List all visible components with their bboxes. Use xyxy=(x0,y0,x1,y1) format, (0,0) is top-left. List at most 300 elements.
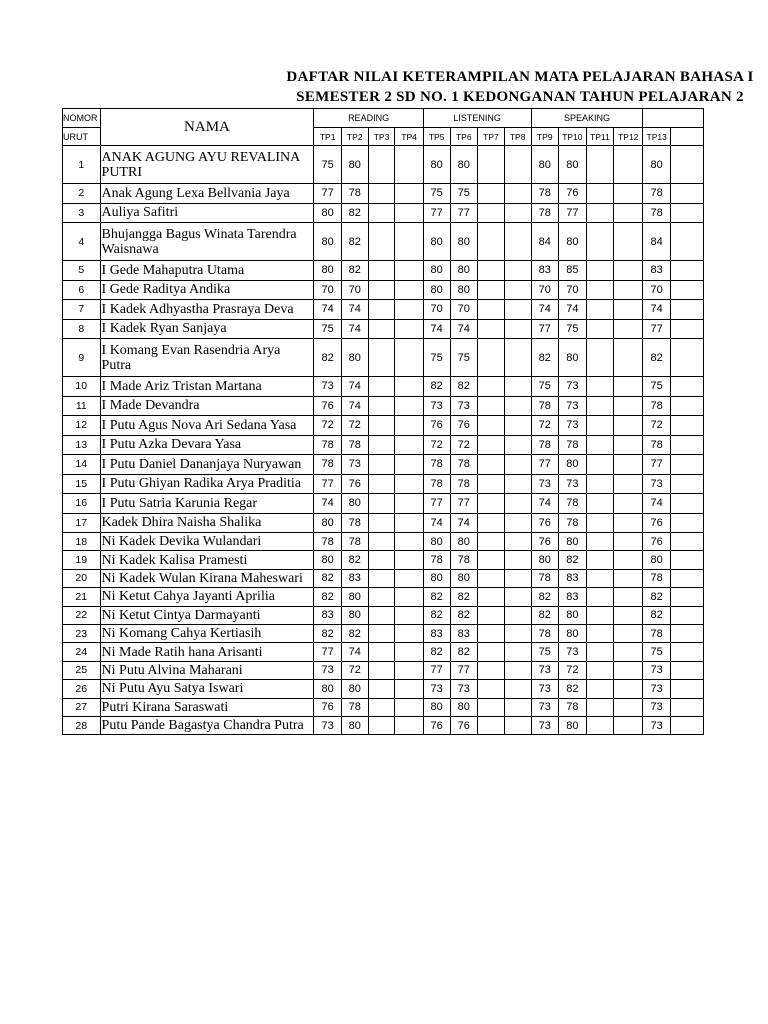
score-tp8 xyxy=(504,416,531,436)
score-tp6: 77 xyxy=(450,494,478,514)
row-number: 10 xyxy=(63,377,101,397)
score-tp11 xyxy=(586,455,613,475)
table-row xyxy=(63,300,704,320)
score-tp7 xyxy=(478,280,505,300)
score-tp14 xyxy=(670,513,703,533)
score-tp1: 82 xyxy=(314,569,342,587)
score-tp5: 70 xyxy=(423,300,450,320)
score-tp8 xyxy=(504,588,531,606)
table-row xyxy=(63,716,704,734)
score-tp2: 82 xyxy=(341,624,368,642)
student-name: Ni Putu Alvina Maharani xyxy=(100,661,314,679)
row-number: 6 xyxy=(63,280,101,300)
header-tp14 xyxy=(670,128,703,146)
score-tp8 xyxy=(504,339,531,377)
table-row xyxy=(63,643,704,661)
score-tp4 xyxy=(395,261,423,281)
score-tp1: 74 xyxy=(314,300,342,320)
header-tp1: TP1 xyxy=(314,128,342,146)
score-tp12 xyxy=(614,396,643,416)
row-number: 26 xyxy=(63,680,101,698)
score-tp14 xyxy=(670,300,703,320)
score-tp7 xyxy=(478,261,505,281)
score-tp2: 78 xyxy=(341,184,368,204)
score-tp13: 72 xyxy=(643,416,671,436)
score-tp12 xyxy=(614,319,643,339)
score-tp3 xyxy=(368,569,395,587)
score-tp3 xyxy=(368,494,395,514)
row-number: 3 xyxy=(63,203,101,223)
score-tp4 xyxy=(395,643,423,661)
score-tp11 xyxy=(586,533,613,551)
score-tp12 xyxy=(614,494,643,514)
score-tp13: 82 xyxy=(643,588,671,606)
score-tp8 xyxy=(504,455,531,475)
score-tp11 xyxy=(586,680,613,698)
score-tp11 xyxy=(586,588,613,606)
row-number: 9 xyxy=(63,339,101,377)
score-tp4 xyxy=(395,146,423,184)
score-tp13: 76 xyxy=(643,533,671,551)
table-row xyxy=(63,569,704,587)
score-tp6: 78 xyxy=(450,455,478,475)
row-number: 11 xyxy=(63,396,101,416)
score-tp9: 70 xyxy=(531,280,559,300)
score-tp10: 74 xyxy=(559,300,587,320)
score-tp10: 72 xyxy=(559,661,587,679)
score-tp11 xyxy=(586,606,613,624)
score-tp4 xyxy=(395,474,423,494)
score-tp10: 73 xyxy=(559,643,587,661)
score-tp12 xyxy=(614,698,643,716)
score-tp5: 78 xyxy=(423,455,450,475)
score-tp12 xyxy=(614,455,643,475)
score-tp3 xyxy=(368,551,395,569)
row-number: 12 xyxy=(63,416,101,436)
score-tp13: 75 xyxy=(643,643,671,661)
table-row xyxy=(63,416,704,436)
header-nomor: NOMOR xyxy=(63,109,101,128)
score-tp2: 80 xyxy=(341,716,368,734)
score-tp9: 77 xyxy=(531,455,559,475)
report-title-line1: DAFTAR NILAI KETERAMPILAN MATA PELAJARAN BAHASA I xyxy=(286,69,754,85)
header-tp3: TP3 xyxy=(368,128,395,146)
score-tp9: 78 xyxy=(531,624,559,642)
score-tp11 xyxy=(586,474,613,494)
student-name: ANAK AGUNG AYU REVALINA PUTRI xyxy=(100,146,314,184)
score-tp1: 80 xyxy=(314,551,342,569)
score-tp8 xyxy=(504,533,531,551)
row-number: 22 xyxy=(63,606,101,624)
table-row xyxy=(63,513,704,533)
score-tp4 xyxy=(395,223,423,261)
score-tp3 xyxy=(368,416,395,436)
student-name: Bhujangga Bagus Winata Tarendra Waisnawa xyxy=(100,223,314,261)
score-tp12 xyxy=(614,435,643,455)
score-tp9: 82 xyxy=(531,606,559,624)
header-reading: READING xyxy=(314,109,423,128)
score-tp2: 82 xyxy=(341,223,368,261)
score-tp8 xyxy=(504,661,531,679)
score-tp6: 80 xyxy=(450,146,478,184)
score-tp10: 73 xyxy=(559,474,587,494)
score-tp7 xyxy=(478,588,505,606)
score-tp1: 73 xyxy=(314,661,342,679)
student-name: I Gede Raditya Andika xyxy=(100,280,314,300)
score-tp8 xyxy=(504,494,531,514)
student-name: Ni Kadek Wulan Kirana Maheswari xyxy=(100,569,314,587)
score-tp9: 82 xyxy=(531,339,559,377)
score-tp10: 80 xyxy=(559,339,587,377)
table-row xyxy=(63,455,704,475)
score-tp12 xyxy=(614,606,643,624)
score-tp14 xyxy=(670,319,703,339)
score-tp4 xyxy=(395,624,423,642)
score-tp1: 74 xyxy=(314,494,342,514)
header-tp2: TP2 xyxy=(341,128,368,146)
score-tp4 xyxy=(395,319,423,339)
score-tp1: 76 xyxy=(314,698,342,716)
header-tp11: TP11 xyxy=(586,128,613,146)
score-tp14 xyxy=(670,146,703,184)
score-tp3 xyxy=(368,435,395,455)
score-tp4 xyxy=(395,280,423,300)
score-tp14 xyxy=(670,494,703,514)
score-tp9: 80 xyxy=(531,551,559,569)
score-tp4 xyxy=(395,300,423,320)
score-tp3 xyxy=(368,455,395,475)
score-tp14 xyxy=(670,396,703,416)
student-name: Ni Kadek Kalisa Pramesti xyxy=(100,551,314,569)
table-row xyxy=(63,680,704,698)
score-tp5: 80 xyxy=(423,533,450,551)
score-tp5: 80 xyxy=(423,261,450,281)
score-tp11 xyxy=(586,661,613,679)
score-tp12 xyxy=(614,588,643,606)
score-tp5: 78 xyxy=(423,551,450,569)
score-tp3 xyxy=(368,716,395,734)
student-name: Anak Agung Lexa Bellvania Jaya xyxy=(100,184,314,204)
score-tp5: 82 xyxy=(423,606,450,624)
score-tp3 xyxy=(368,533,395,551)
score-tp2: 76 xyxy=(341,474,368,494)
row-number: 23 xyxy=(63,624,101,642)
table-row xyxy=(63,494,704,514)
score-tp7 xyxy=(478,435,505,455)
score-tp4 xyxy=(395,203,423,223)
score-tp7 xyxy=(478,643,505,661)
score-tp1: 82 xyxy=(314,339,342,377)
score-tp2: 82 xyxy=(341,261,368,281)
score-tp14 xyxy=(670,261,703,281)
score-tp13: 84 xyxy=(643,223,671,261)
score-tp14 xyxy=(670,435,703,455)
score-tp11 xyxy=(586,377,613,397)
score-tp7 xyxy=(478,203,505,223)
score-tp2: 74 xyxy=(341,300,368,320)
score-tp14 xyxy=(670,416,703,436)
score-tp2: 70 xyxy=(341,280,368,300)
header-tp9: TP9 xyxy=(531,128,559,146)
score-tp7 xyxy=(478,474,505,494)
student-name: Ni Ketut Cahya Jayanti Aprilia xyxy=(100,588,314,606)
row-number: 1 xyxy=(63,146,101,184)
score-tp9: 75 xyxy=(531,377,559,397)
score-tp7 xyxy=(478,184,505,204)
score-tp9: 76 xyxy=(531,513,559,533)
score-tp12 xyxy=(614,474,643,494)
row-number: 5 xyxy=(63,261,101,281)
score-tp2: 80 xyxy=(341,680,368,698)
score-tp13: 74 xyxy=(643,494,671,514)
score-tp7 xyxy=(478,319,505,339)
score-tp4 xyxy=(395,606,423,624)
score-tp13: 73 xyxy=(643,474,671,494)
score-tp2: 80 xyxy=(341,588,368,606)
row-number: 21 xyxy=(63,588,101,606)
score-tp8 xyxy=(504,716,531,734)
score-tp14 xyxy=(670,569,703,587)
score-tp1: 76 xyxy=(314,396,342,416)
score-tp14 xyxy=(670,698,703,716)
header-tp6: TP6 xyxy=(450,128,478,146)
score-tp3 xyxy=(368,300,395,320)
score-tp1: 73 xyxy=(314,377,342,397)
score-tp12 xyxy=(614,261,643,281)
score-tp7 xyxy=(478,569,505,587)
row-number: 15 xyxy=(63,474,101,494)
score-tp13: 83 xyxy=(643,261,671,281)
score-tp1: 80 xyxy=(314,513,342,533)
row-number: 7 xyxy=(63,300,101,320)
score-tp14 xyxy=(670,203,703,223)
score-tp8 xyxy=(504,513,531,533)
score-tp3 xyxy=(368,203,395,223)
score-tp1: 80 xyxy=(314,223,342,261)
score-tp1: 80 xyxy=(314,261,342,281)
score-tp10: 85 xyxy=(559,261,587,281)
score-tp12 xyxy=(614,416,643,436)
score-tp10: 80 xyxy=(559,455,587,475)
score-tp9: 83 xyxy=(531,261,559,281)
table-row xyxy=(63,184,704,204)
score-tp8 xyxy=(504,319,531,339)
score-tp9: 73 xyxy=(531,716,559,734)
row-number: 25 xyxy=(63,661,101,679)
student-name: Ni Putu Ayu Satya Iswari xyxy=(100,680,314,698)
score-tp3 xyxy=(368,624,395,642)
score-tp8 xyxy=(504,551,531,569)
score-tp8 xyxy=(504,146,531,184)
student-name: I Kadek Ryan Sanjaya xyxy=(100,319,314,339)
score-tp3 xyxy=(368,643,395,661)
score-tp2: 78 xyxy=(341,513,368,533)
score-tp13: 82 xyxy=(643,339,671,377)
score-tp13: 80 xyxy=(643,551,671,569)
score-tp12 xyxy=(614,643,643,661)
score-tp10: 78 xyxy=(559,513,587,533)
score-tp7 xyxy=(478,494,505,514)
score-tp3 xyxy=(368,377,395,397)
score-tp8 xyxy=(504,377,531,397)
table-row xyxy=(63,203,704,223)
score-tp9: 78 xyxy=(531,203,559,223)
score-tp9: 78 xyxy=(531,569,559,587)
score-tp2: 74 xyxy=(341,319,368,339)
score-tp7 xyxy=(478,533,505,551)
row-number: 19 xyxy=(63,551,101,569)
score-tp4 xyxy=(395,661,423,679)
score-tp13: 73 xyxy=(643,661,671,679)
score-tp11 xyxy=(586,513,613,533)
score-tp11 xyxy=(586,319,613,339)
score-tp4 xyxy=(395,551,423,569)
score-tp4 xyxy=(395,396,423,416)
table-row xyxy=(63,698,704,716)
score-tp6: 82 xyxy=(450,588,478,606)
score-tp3 xyxy=(368,223,395,261)
score-tp5: 80 xyxy=(423,569,450,587)
score-tp10: 83 xyxy=(559,588,587,606)
student-name: Ni Made Ratih hana Arisanti xyxy=(100,643,314,661)
score-tp10: 80 xyxy=(559,624,587,642)
score-tp7 xyxy=(478,300,505,320)
report-title-line2: SEMESTER 2 SD NO. 1 KEDONGANAN TAHUN PELAJARAN 2 xyxy=(296,89,744,105)
score-tp6: 73 xyxy=(450,680,478,698)
table-row xyxy=(63,551,704,569)
score-tp10: 78 xyxy=(559,435,587,455)
score-tp12 xyxy=(614,146,643,184)
score-tp6: 77 xyxy=(450,203,478,223)
student-name: I Putu Ghiyan Radika Arya Praditia xyxy=(100,474,314,494)
score-tp14 xyxy=(670,223,703,261)
score-tp13: 73 xyxy=(643,680,671,698)
score-tp13: 78 xyxy=(643,569,671,587)
score-tp2: 80 xyxy=(341,339,368,377)
score-tp6: 75 xyxy=(450,184,478,204)
score-tp3 xyxy=(368,261,395,281)
score-tp13: 73 xyxy=(643,698,671,716)
score-tp7 xyxy=(478,698,505,716)
score-tp10: 77 xyxy=(559,203,587,223)
score-tp7 xyxy=(478,396,505,416)
score-tp1: 78 xyxy=(314,435,342,455)
score-tp14 xyxy=(670,716,703,734)
score-tp4 xyxy=(395,716,423,734)
score-tp2: 72 xyxy=(341,416,368,436)
score-tp12 xyxy=(614,680,643,698)
score-tp1: 78 xyxy=(314,455,342,475)
table-row xyxy=(63,223,704,261)
score-tp1: 82 xyxy=(314,624,342,642)
score-tp12 xyxy=(614,551,643,569)
grade-sheet xyxy=(62,108,704,735)
score-tp13: 77 xyxy=(643,319,671,339)
header-nama: NAMA xyxy=(100,109,314,146)
score-tp12 xyxy=(614,339,643,377)
score-tp8 xyxy=(504,698,531,716)
score-tp4 xyxy=(395,494,423,514)
student-name: Ni Komang Cahya Kertiasih xyxy=(100,624,314,642)
score-tp5: 76 xyxy=(423,716,450,734)
row-number: 24 xyxy=(63,643,101,661)
header-urut: URUT xyxy=(63,128,101,146)
score-tp12 xyxy=(614,513,643,533)
score-tp4 xyxy=(395,339,423,377)
score-tp13: 80 xyxy=(643,146,671,184)
header-row-1 xyxy=(63,109,704,128)
student-name: Putu Pande Bagastya Chandra Putra xyxy=(100,716,314,734)
score-tp14 xyxy=(670,643,703,661)
header-speaking: SPEAKING xyxy=(531,109,643,128)
score-tp6: 83 xyxy=(450,624,478,642)
table-row xyxy=(63,280,704,300)
score-tp3 xyxy=(368,280,395,300)
score-tp9: 73 xyxy=(531,698,559,716)
student-name: Ni Ketut Cintya Darmayanti xyxy=(100,606,314,624)
score-tp10: 75 xyxy=(559,319,587,339)
header-tp13: TP13 xyxy=(643,128,671,146)
score-tp10: 76 xyxy=(559,184,587,204)
score-tp4 xyxy=(395,513,423,533)
score-tp5: 80 xyxy=(423,146,450,184)
score-tp1: 77 xyxy=(314,474,342,494)
score-tp6: 80 xyxy=(450,261,478,281)
score-tp4 xyxy=(395,455,423,475)
score-tp5: 80 xyxy=(423,223,450,261)
score-tp5: 82 xyxy=(423,643,450,661)
score-tp6: 77 xyxy=(450,661,478,679)
score-tp10: 73 xyxy=(559,377,587,397)
score-tp1: 78 xyxy=(314,533,342,551)
score-tp7 xyxy=(478,339,505,377)
table-row xyxy=(63,588,704,606)
score-tp7 xyxy=(478,661,505,679)
header-tp8: TP8 xyxy=(504,128,531,146)
score-tp10: 82 xyxy=(559,680,587,698)
score-tp7 xyxy=(478,513,505,533)
score-tp3 xyxy=(368,680,395,698)
score-tp6: 73 xyxy=(450,396,478,416)
score-tp10: 78 xyxy=(559,698,587,716)
score-tp7 xyxy=(478,680,505,698)
score-tp13: 74 xyxy=(643,300,671,320)
row-number: 20 xyxy=(63,569,101,587)
score-tp5: 83 xyxy=(423,624,450,642)
row-number: 17 xyxy=(63,513,101,533)
score-tp3 xyxy=(368,319,395,339)
score-tp6: 82 xyxy=(450,606,478,624)
score-tp10: 80 xyxy=(559,606,587,624)
score-tp6: 80 xyxy=(450,569,478,587)
score-tp14 xyxy=(670,680,703,698)
score-tp7 xyxy=(478,416,505,436)
score-tp3 xyxy=(368,474,395,494)
table-row xyxy=(63,533,704,551)
table-row xyxy=(63,377,704,397)
score-tp13: 70 xyxy=(643,280,671,300)
score-tp11 xyxy=(586,300,613,320)
score-tp7 xyxy=(478,551,505,569)
score-tp6: 80 xyxy=(450,280,478,300)
score-tp5: 80 xyxy=(423,698,450,716)
score-tp6: 78 xyxy=(450,551,478,569)
score-tp11 xyxy=(586,494,613,514)
student-name: I Gede Mahaputra Utama xyxy=(100,261,314,281)
score-tp7 xyxy=(478,624,505,642)
score-tp6: 80 xyxy=(450,533,478,551)
score-tp4 xyxy=(395,588,423,606)
